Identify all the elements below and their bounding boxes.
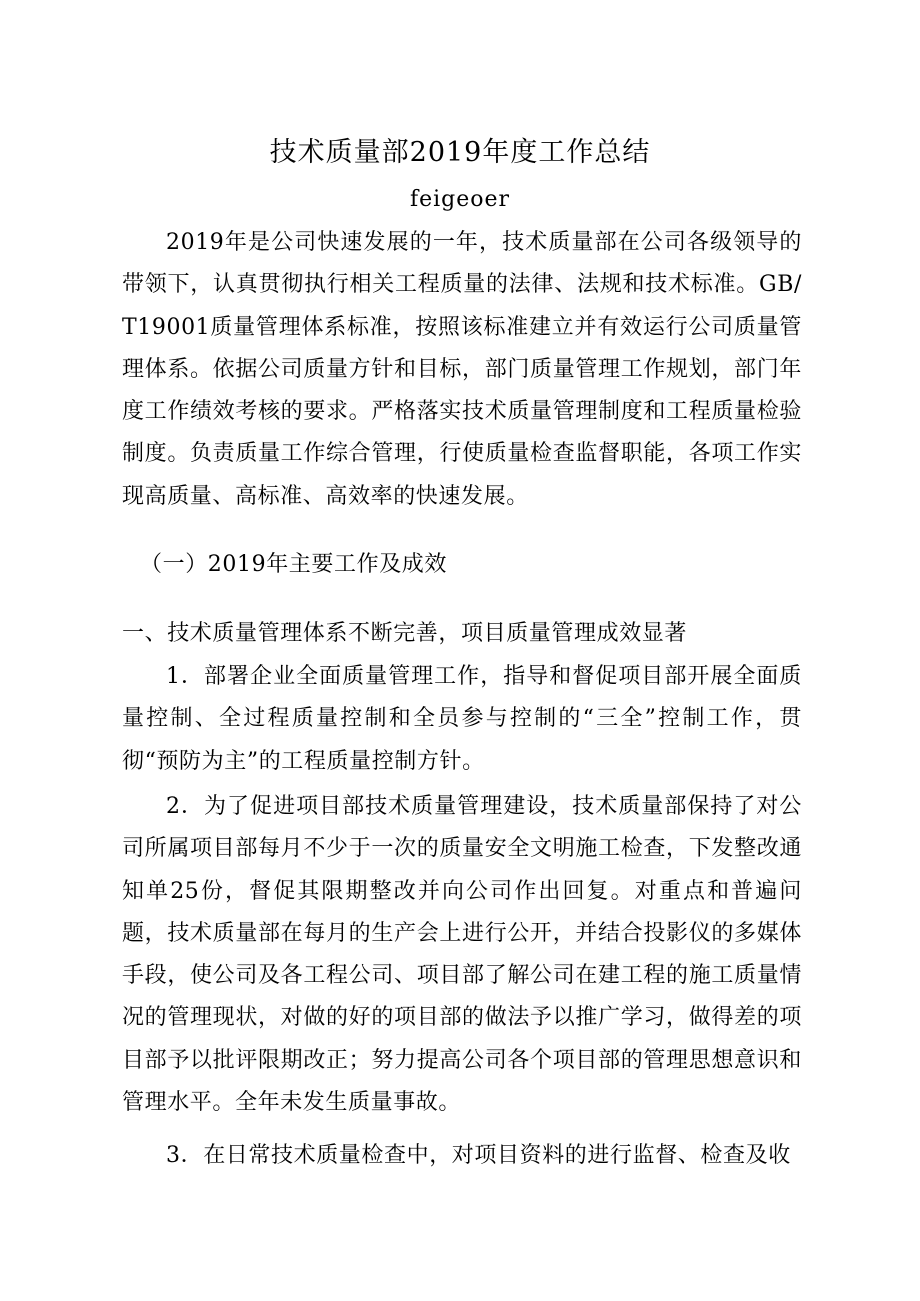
body-paragraph-2: 2．为了促进项目部技术质量管理建设，技术质量部保持了对公司所属项目部每月不少于一次的质量安全文明施工检查，下发整改通知单25份，督促其限期整改并向公司作出回复。对重点和普遍问题，技术质量部在每月的生产会上进行公开，并结合投影仪的多媒体手段，使公司及各工程公司、项目部了解公司在建工程的施工质量情况的管理现状，对做的好的项目部的做法予以推广学习，做得差的项目部予以批评限期改正；努力提高公司各个项目部的管理思想意识和管理水平。全年未发生质量事故。 [122,794,802,1116]
intro-paragraph: 2019年是公司快速发展的一年，技术质量部在公司各级领导的带领下，认真贯彻执行相关工程质量的法律、法规和技术标准。GB/T19001质量管理体系标准，按照该标准建立并有效运行公司质量管理体系。依据公司质量方针和目标，部门质量管理工作规划，部门年度工作绩效考核的要求。严格落实技术质量管理制度和工程质量检验制度。负责质量工作综合管理，行使质量检查监督职能，各项工作实现高质量、高标准、高效率的快速发展。 [122,230,802,509]
body-paragraph-1: 1．部署企业全面质量管理工作，指导和督促项目部开展全面质量控制、全过程质量控制和全员参与控制的“三全”控制工作，贯彻“预防为主”的工程质量控制方针。 [122,664,802,774]
body-paragraph-3: 3．在日常技术质量检查中，对项目资料的进行监督、检查及收 [166,1143,791,1168]
item-heading: 一、技术质量管理体系不断完善，项目质量管理成效显著 [122,621,688,646]
document-author: feigeoer [409,187,511,212]
document-title: 技术质量部2019年度工作总结 [269,137,651,168]
section-heading: （一）2019年主要工作及成效 [140,552,447,577]
